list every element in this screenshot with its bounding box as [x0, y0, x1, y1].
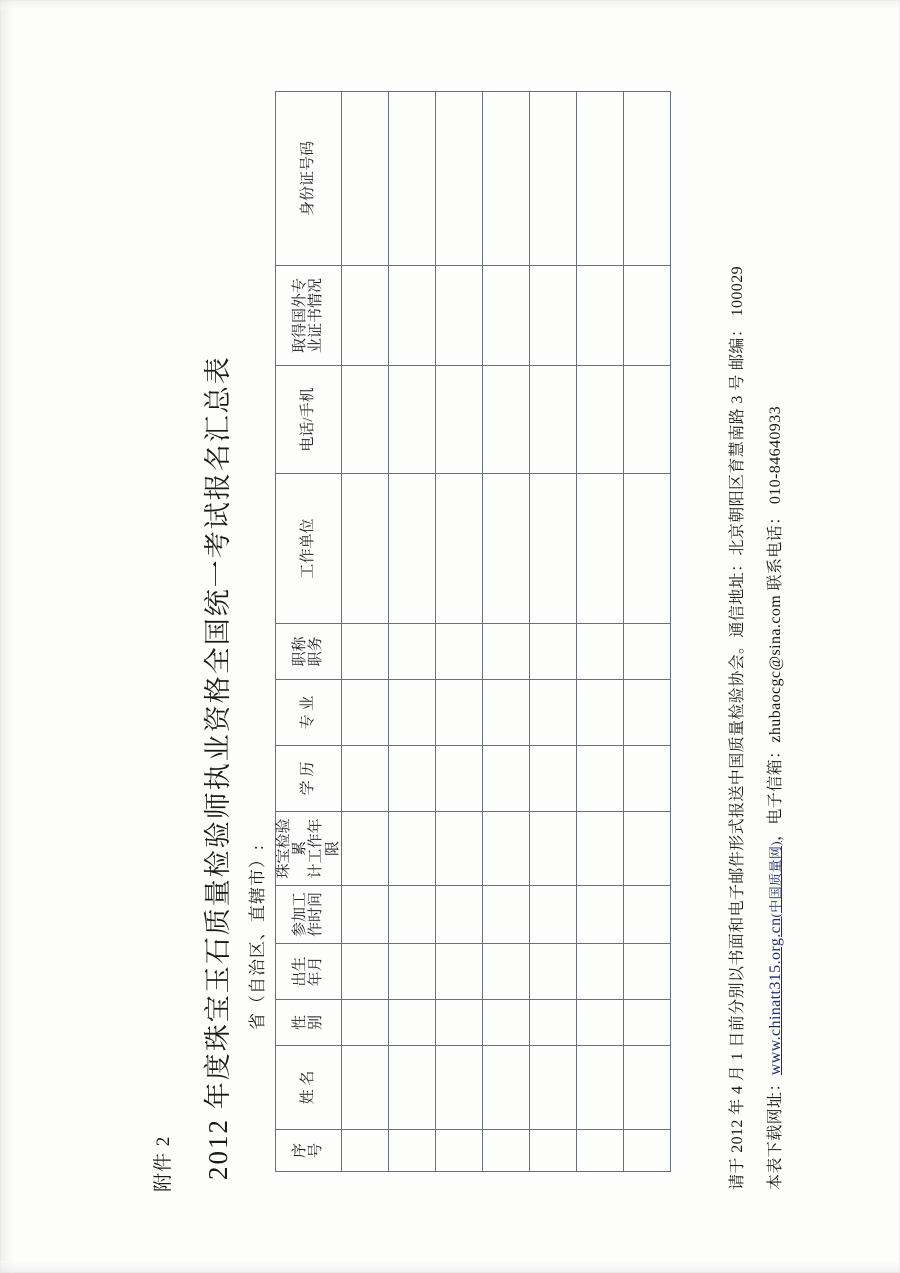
table-row[interactable] — [576, 92, 623, 1172]
download-url-sublabel[interactable]: (中国质量网) — [768, 841, 783, 918]
column-header-foreign-cert-line1: 取得国外专 — [292, 278, 309, 354]
cell-foreign-cert[interactable] — [529, 266, 576, 366]
cell-birth[interactable] — [435, 944, 482, 1000]
page-title: 2012 年度珠宝玉石质量检验师执业资格全国统一考试报名汇总表 — [203, 355, 233, 1180]
cell-job-title[interactable] — [341, 624, 388, 680]
cell-gender[interactable] — [435, 1000, 482, 1046]
cell-education[interactable] — [529, 746, 576, 812]
cell-job-title[interactable] — [576, 624, 623, 680]
column-header-name — [276, 1046, 342, 1130]
cell-seq[interactable] — [388, 1130, 435, 1172]
cell-phone[interactable] — [482, 366, 529, 474]
column-header-education-line1: 学 历 — [300, 761, 317, 796]
cell-seq[interactable] — [341, 1130, 388, 1172]
cell-gender[interactable] — [482, 1000, 529, 1046]
column-header-id-number — [276, 92, 342, 266]
cell-years[interactable] — [623, 812, 670, 886]
cell-seq[interactable] — [623, 1130, 670, 1172]
cell-work-start[interactable] — [341, 886, 388, 944]
cell-work-start[interactable] — [576, 886, 623, 944]
table-header-row — [276, 92, 342, 1172]
column-header-gender-line2: 别 — [308, 1015, 325, 1031]
cell-education[interactable] — [482, 746, 529, 812]
cell-years[interactable] — [341, 812, 388, 886]
cell-job-title[interactable] — [435, 624, 482, 680]
cell-id-number[interactable] — [341, 92, 388, 266]
attachment-label: 附件 2 — [153, 1135, 174, 1192]
cell-work-start[interactable] — [388, 886, 435, 944]
cell-education[interactable] — [435, 746, 482, 812]
column-header-employer-line1: 工作单位 — [300, 518, 317, 579]
cell-name[interactable] — [388, 1046, 435, 1130]
column-header-foreign-cert — [276, 266, 342, 366]
column-header-job-title-line1: 职称 — [292, 636, 309, 667]
cell-phone[interactable] — [341, 366, 388, 474]
cell-gender[interactable] — [341, 1000, 388, 1046]
column-header-seq-line1: 序 — [292, 1143, 309, 1159]
column-header-years-line2: 计工作年限 — [308, 818, 341, 879]
table-row[interactable] — [435, 92, 482, 1172]
scan-edge-left — [0, 0, 14, 1273]
cell-birth[interactable] — [623, 944, 670, 1000]
column-header-gender — [276, 1000, 342, 1046]
scan-edge-bottom — [0, 1261, 900, 1273]
cell-years[interactable] — [576, 812, 623, 886]
cell-birth[interactable] — [482, 944, 529, 1000]
cell-job-title[interactable] — [623, 624, 670, 680]
cell-major[interactable] — [341, 680, 388, 746]
column-header-work-start — [276, 886, 342, 944]
column-header-seq-line2: 号 — [308, 1143, 325, 1159]
download-note-prefix: 本表下载网址： — [767, 1075, 784, 1190]
cell-job-title[interactable] — [388, 624, 435, 680]
table-row[interactable] — [623, 92, 670, 1172]
download-note — [762, 406, 785, 1190]
column-header-birth-line2: 年月 — [308, 956, 325, 987]
column-header-major-line1: 专 业 — [300, 695, 317, 730]
cell-years[interactable] — [435, 812, 482, 886]
cell-name[interactable] — [623, 1046, 670, 1130]
table-row[interactable] — [341, 92, 388, 1172]
column-header-work-start-line1: 参加工 — [292, 892, 309, 938]
cell-seq[interactable] — [576, 1130, 623, 1172]
cell-education[interactable] — [341, 746, 388, 812]
cell-name[interactable] — [341, 1046, 388, 1130]
column-header-education — [276, 746, 342, 812]
cell-work-start[interactable] — [435, 886, 482, 944]
column-header-job-title-line2: 职务 — [308, 636, 325, 667]
cell-name[interactable] — [529, 1046, 576, 1130]
cell-seq[interactable] — [435, 1130, 482, 1172]
cell-employer[interactable] — [623, 474, 670, 624]
cell-foreign-cert[interactable] — [341, 266, 388, 366]
download-note-middle: ，电子信箱： — [767, 742, 784, 841]
cell-phone[interactable] — [435, 366, 482, 474]
cell-phone[interactable] — [529, 366, 576, 474]
cell-employer[interactable] — [435, 474, 482, 624]
cell-foreign-cert[interactable] — [623, 266, 670, 366]
column-header-id-number-line1: 身份证号码 — [300, 141, 317, 217]
cell-seq[interactable] — [529, 1130, 576, 1172]
cell-foreign-cert[interactable] — [388, 266, 435, 366]
cell-birth[interactable] — [529, 944, 576, 1000]
scan-edge-top — [0, 0, 900, 10]
column-header-years — [276, 812, 342, 886]
cell-major[interactable] — [482, 680, 529, 746]
cell-employer[interactable] — [388, 474, 435, 624]
cell-name[interactable] — [482, 1046, 529, 1130]
column-header-phone — [276, 366, 342, 474]
cell-employer[interactable] — [529, 474, 576, 624]
cell-job-title[interactable] — [529, 624, 576, 680]
cell-employer[interactable] — [482, 474, 529, 624]
cell-birth[interactable] — [341, 944, 388, 1000]
cell-birth[interactable] — [576, 944, 623, 1000]
table-row[interactable] — [388, 92, 435, 1172]
cell-years[interactable] — [529, 812, 576, 886]
province-field-label: 省（自治区、直辖市）: — [248, 844, 267, 1030]
column-header-birth-line1: 出生 — [292, 956, 309, 987]
column-header-gender-line1: 性 — [292, 1015, 309, 1031]
registration-summary-table — [275, 92, 693, 1172]
column-header-years-line1: 珠宝检验累 — [276, 818, 309, 879]
contact-email[interactable]: zhubaocgc@sina.com — [767, 594, 784, 743]
cell-years[interactable] — [482, 812, 529, 886]
cell-work-start[interactable] — [482, 886, 529, 944]
column-header-job-title — [276, 624, 342, 680]
cell-work-start[interactable] — [529, 886, 576, 944]
table-row[interactable] — [529, 92, 576, 1172]
table-row[interactable] — [482, 92, 529, 1172]
cell-id-number[interactable] — [435, 92, 482, 266]
cell-major[interactable] — [435, 680, 482, 746]
cell-gender[interactable] — [576, 1000, 623, 1046]
cell-major[interactable] — [388, 680, 435, 746]
column-header-work-start-line2: 作时间 — [308, 892, 325, 938]
cell-major[interactable] — [576, 680, 623, 746]
column-header-major — [276, 680, 342, 746]
cell-major[interactable] — [623, 680, 670, 746]
cell-gender[interactable] — [388, 1000, 435, 1046]
cell-foreign-cert[interactable] — [435, 266, 482, 366]
column-header-phone-line1: 电话/手机 — [300, 387, 317, 452]
column-header-seq — [276, 1130, 342, 1172]
cell-employer[interactable] — [576, 474, 623, 624]
cell-phone[interactable] — [388, 366, 435, 474]
cell-employer[interactable] — [341, 474, 388, 624]
cell-foreign-cert[interactable] — [576, 266, 623, 366]
cell-id-number[interactable] — [623, 92, 670, 266]
column-header-birth — [276, 944, 342, 1000]
cell-id-number[interactable] — [576, 92, 623, 266]
column-header-foreign-cert-line2: 业证书情况 — [308, 278, 325, 354]
cell-birth[interactable] — [388, 944, 435, 1000]
download-url-link[interactable]: www.chinatt315.org.cn — [767, 917, 784, 1076]
cell-gender[interactable] — [623, 1000, 670, 1046]
cell-phone[interactable] — [623, 366, 670, 474]
cell-education[interactable] — [576, 746, 623, 812]
cell-name[interactable] — [576, 1046, 623, 1130]
cell-years[interactable] — [388, 812, 435, 886]
cell-work-start[interactable] — [623, 886, 670, 944]
cell-gender[interactable] — [529, 1000, 576, 1046]
cell-education[interactable] — [388, 746, 435, 812]
cell-education[interactable] — [623, 746, 670, 812]
cell-major[interactable] — [529, 680, 576, 746]
cell-seq[interactable] — [482, 1130, 529, 1172]
download-note-suffix: 联系电话： 010-84640933 — [767, 405, 784, 595]
cell-id-number[interactable] — [388, 92, 435, 266]
cell-phone[interactable] — [576, 366, 623, 474]
cell-id-number[interactable] — [482, 92, 529, 266]
table-body — [341, 92, 670, 1172]
cell-job-title[interactable] — [482, 624, 529, 680]
column-header-employer — [276, 474, 342, 624]
cell-foreign-cert[interactable] — [482, 266, 529, 366]
submission-note: 请于 2012 年 4 月 1 日前分别以书面和电子邮件形式报送中国质量检验协会。通信地址：北京朝阳区育慧南路 3 号 邮编： 100029 — [729, 265, 746, 1190]
cell-id-number[interactable] — [529, 92, 576, 266]
column-header-name-line1: 姓 名 — [300, 1070, 317, 1105]
cell-name[interactable] — [435, 1046, 482, 1130]
